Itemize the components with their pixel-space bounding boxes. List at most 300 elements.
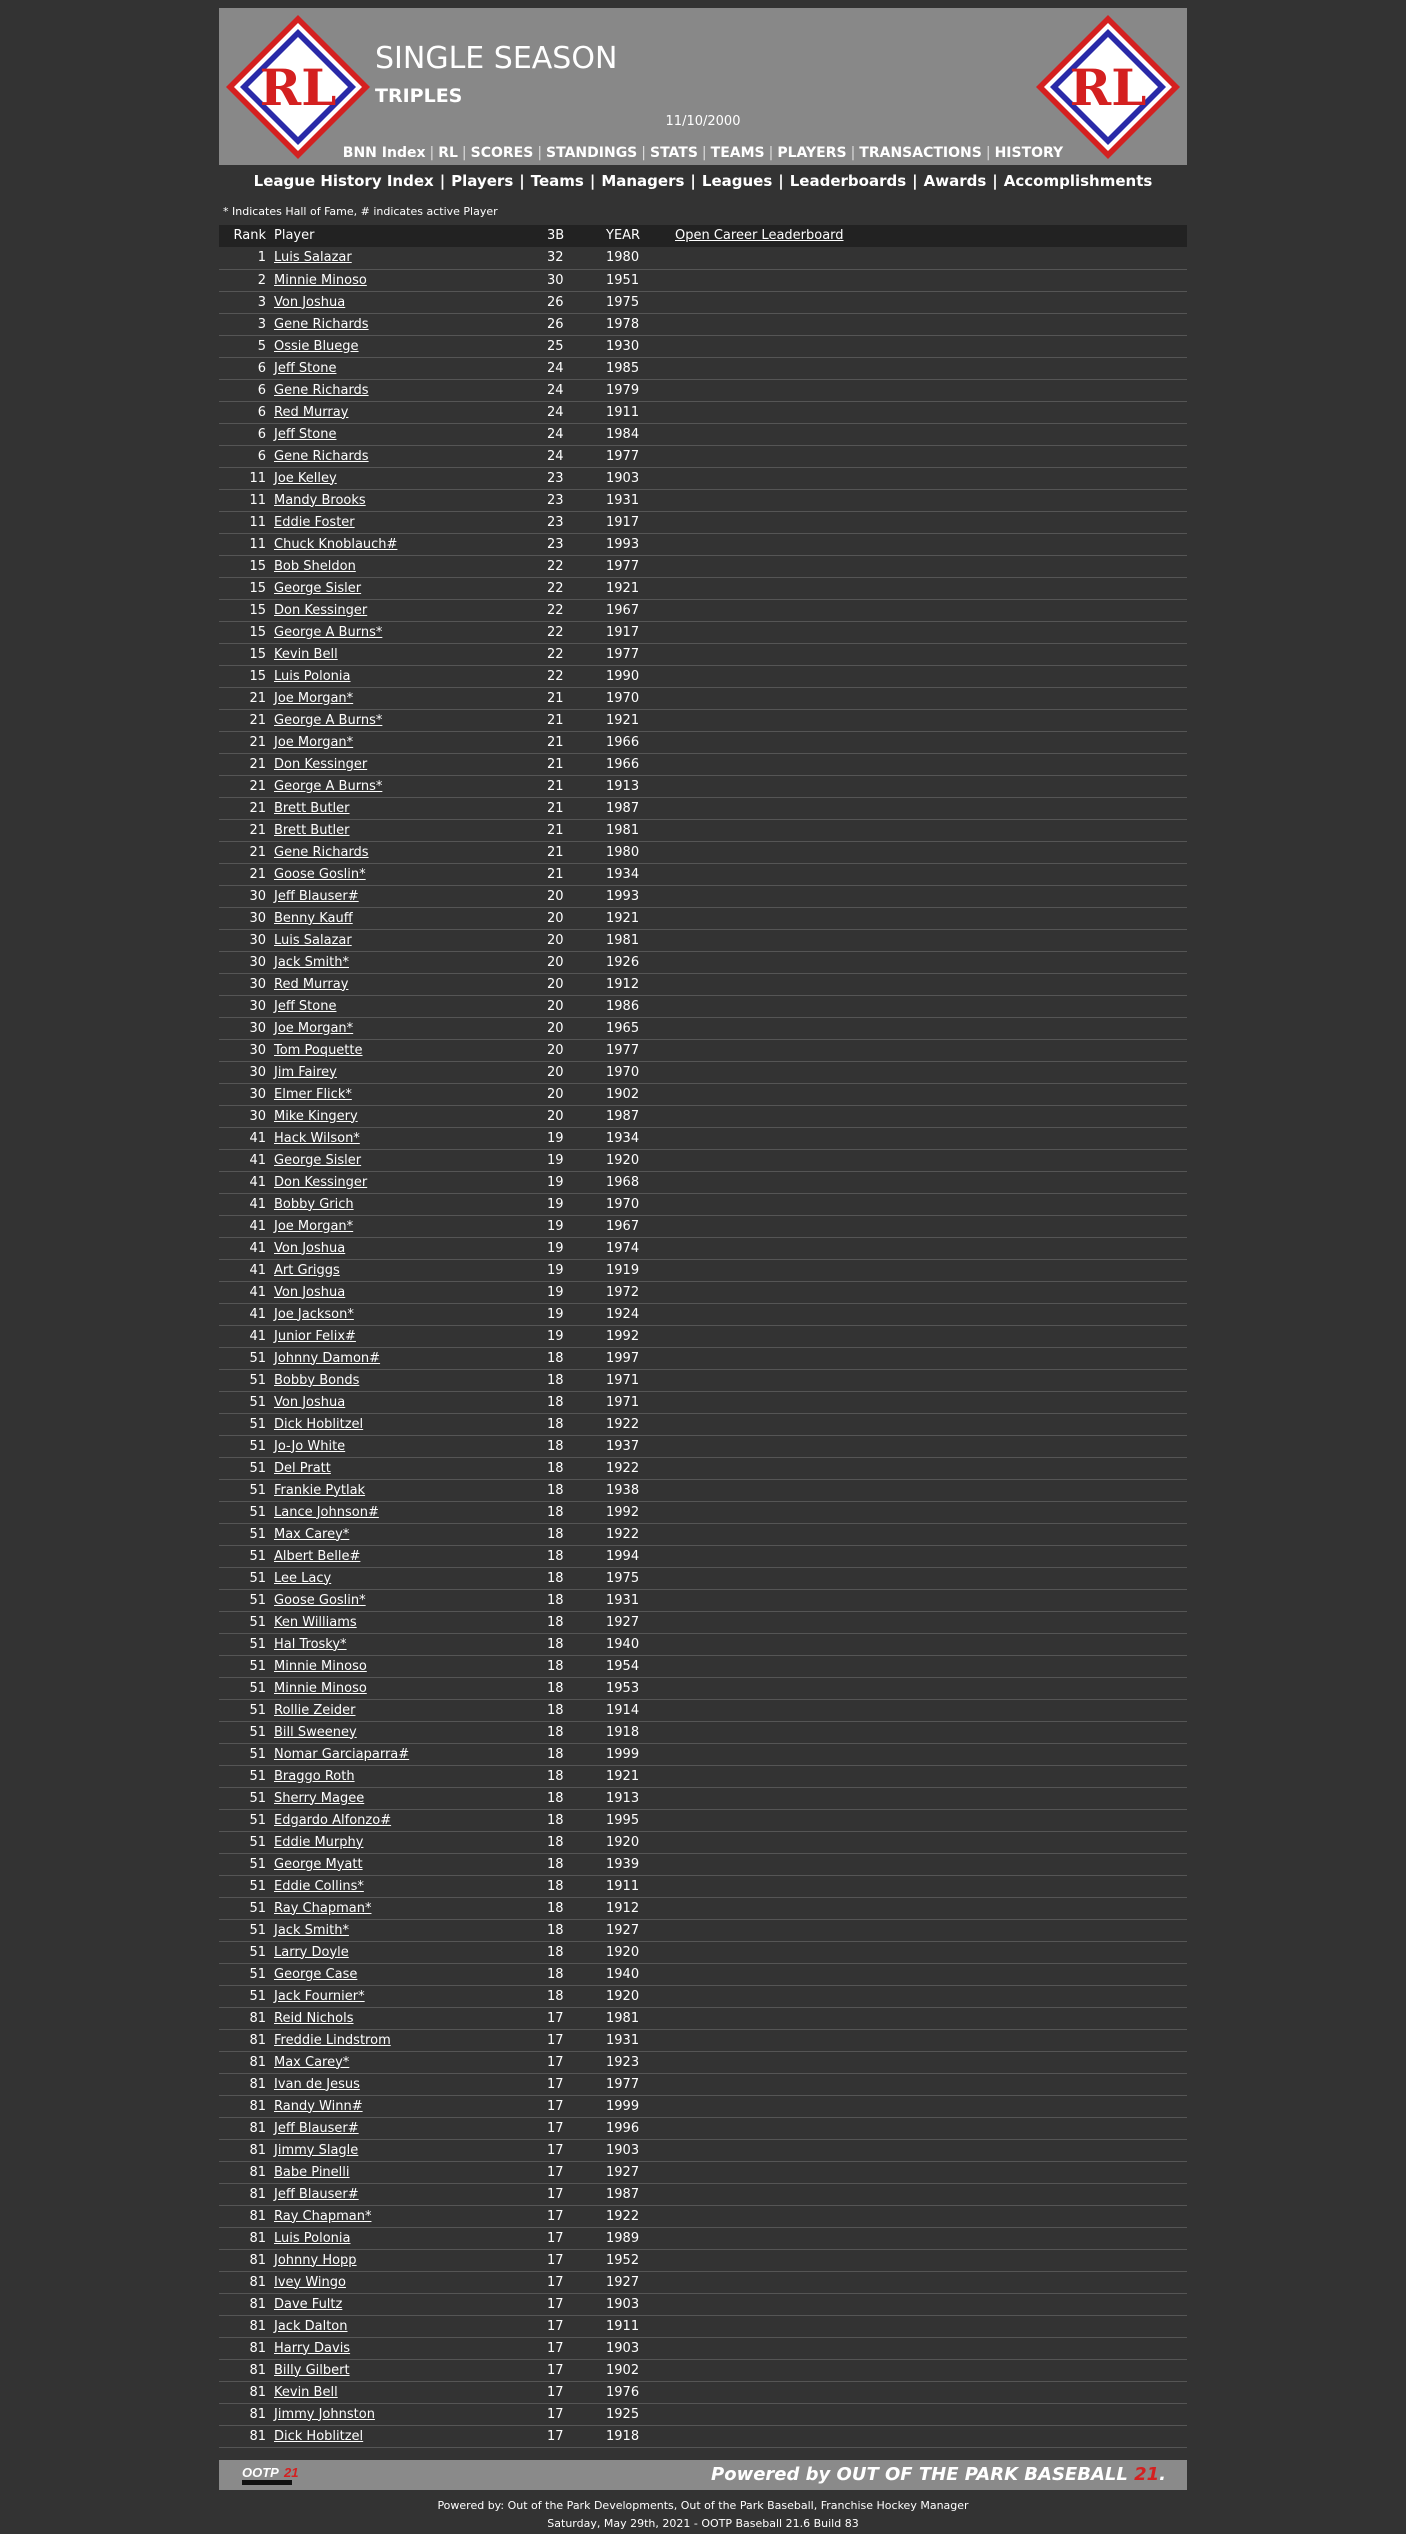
nav-separator: | <box>985 145 991 161</box>
player-link[interactable]: Eddie Murphy <box>274 1834 364 1850</box>
year-cell: 1927 <box>606 1614 640 1630</box>
player-link[interactable]: Hal Trosky* <box>274 1636 347 1652</box>
rank-cell: 81 <box>249 2186 266 2202</box>
year-cell: 1951 <box>606 272 640 288</box>
year-cell: 1924 <box>606 1306 640 1322</box>
triples-cell: 23 <box>547 492 564 508</box>
player-link[interactable]: Jack Dalton <box>274 2318 348 2334</box>
triples-cell: 17 <box>547 2362 564 2378</box>
player-link[interactable]: Von Joshua <box>274 1240 346 1256</box>
triples-cell: 20 <box>547 976 564 992</box>
player-link[interactable]: Luis Polonia <box>274 668 351 684</box>
build-text: Saturday, May 29th, 2021 - OOTP Baseball 21.6 Build 83 <box>547 2516 859 2530</box>
year-cell: 1903 <box>606 2340 640 2356</box>
spacer-cell <box>675 621 1187 643</box>
player-link[interactable]: Joe Jackson* <box>274 1306 354 1322</box>
powered-banner[interactable]: Powered by OUT OF THE PARK BASEBALL 21. <box>711 2463 1166 2485</box>
player-link[interactable]: Joe Morgan* <box>274 690 354 706</box>
player-link[interactable]: Ivey Wingo <box>274 2274 346 2290</box>
player-cell <box>274 643 545 665</box>
player-cell <box>274 1281 545 1303</box>
spacer-cell <box>675 2139 1187 2161</box>
nav-link-stats[interactable]: STATS <box>649 145 698 161</box>
footer-text <box>219 2497 1187 2533</box>
player-link[interactable]: Gene Richards <box>274 382 369 398</box>
year-cell: 1974 <box>606 1240 640 1256</box>
player-cell <box>274 489 545 511</box>
player-link[interactable]: Mandy Brooks <box>274 492 366 508</box>
triples-cell: 18 <box>547 1702 564 1718</box>
year-cell: 1981 <box>606 932 640 948</box>
table-row <box>219 2183 1187 2205</box>
player-link[interactable]: Babe Pinelli <box>274 2164 350 2180</box>
spacer-cell <box>675 1369 1187 1391</box>
player-link[interactable]: Bill Sweeney <box>274 1724 357 1740</box>
spacer-cell <box>675 577 1187 599</box>
player-link[interactable]: Dick Hoblitzel <box>274 2428 364 2444</box>
player-cell <box>274 1083 545 1105</box>
player-link[interactable]: Brett Butler <box>274 822 350 838</box>
table-row <box>219 1963 1187 1985</box>
spacer-cell <box>675 1941 1187 1963</box>
player-link[interactable]: Minnie Minoso <box>274 272 367 288</box>
player-link[interactable]: Red Murray <box>274 976 349 992</box>
table-row <box>219 1655 1187 1677</box>
year-cell: 1921 <box>606 580 640 596</box>
rank-cell: 21 <box>249 690 266 706</box>
player-link[interactable]: Jeff Stone <box>274 360 337 376</box>
player-link[interactable]: Bobby Grich <box>274 1196 354 1212</box>
player-cell <box>274 313 545 335</box>
spacer-cell <box>675 951 1187 973</box>
spacer-cell <box>675 2271 1187 2293</box>
year-cell: 1912 <box>606 1900 640 1916</box>
player-link[interactable]: Von Joshua <box>274 294 346 310</box>
table-row <box>219 819 1187 841</box>
rank-cell: 51 <box>249 1614 266 1630</box>
subnav-link-managers[interactable]: Managers <box>601 172 685 190</box>
triples-cell: 23 <box>547 470 564 486</box>
spacer-cell <box>675 1215 1187 1237</box>
nav-link-scores[interactable]: SCORES <box>470 145 534 161</box>
player-link[interactable]: George A Burns* <box>274 712 383 728</box>
table-row <box>219 665 1187 687</box>
spacer-cell <box>675 1699 1187 1721</box>
year-cell: 1993 <box>606 536 640 552</box>
spacer-cell <box>675 1633 1187 1655</box>
nav-link-transactions[interactable]: TRANSACTIONS <box>859 145 982 161</box>
rank-cell: 41 <box>249 1328 266 1344</box>
player-link[interactable]: Braggo Roth <box>274 1768 355 1784</box>
player-link[interactable]: Bob Sheldon <box>274 558 356 574</box>
player-link[interactable]: Hack Wilson* <box>274 1130 360 1146</box>
nav-link-history[interactable]: HISTORY <box>994 145 1064 161</box>
triples-cell: 18 <box>547 1768 564 1784</box>
player-link[interactable]: Jack Smith* <box>274 1922 349 1938</box>
player-cell <box>274 445 545 467</box>
subnav-separator: | <box>778 172 784 190</box>
player-link[interactable]: Joe Kelley <box>274 470 337 486</box>
subnav-link-leagues[interactable]: Leagues <box>701 172 773 190</box>
player-link[interactable]: Randy Winn# <box>274 2098 363 2114</box>
nav-link-bnn-index[interactable]: BNN Index <box>342 145 426 161</box>
nav-link-players[interactable]: PLAYERS <box>777 145 847 161</box>
nav-link-rl[interactable]: RL <box>438 145 458 161</box>
logo-left-text: RL <box>259 58 337 117</box>
year-cell: 1920 <box>606 1944 640 1960</box>
year-cell: 1902 <box>606 1086 640 1102</box>
player-link[interactable]: Ray Chapman* <box>274 1900 372 1916</box>
player-link[interactable]: Art Griggs <box>274 1262 340 1278</box>
triples-cell: 17 <box>547 2186 564 2202</box>
player-link[interactable]: Mike Kingery <box>274 1108 358 1124</box>
player-cell <box>274 819 545 841</box>
year-cell: 1925 <box>606 2406 640 2422</box>
player-link[interactable]: Billy Gilbert <box>274 2362 350 2378</box>
table-row <box>219 599 1187 621</box>
table-row <box>219 2095 1187 2117</box>
player-cell <box>274 2227 545 2249</box>
player-link[interactable]: Don Kessinger <box>274 756 368 772</box>
spacer-cell <box>675 1545 1187 1567</box>
spacer-cell <box>675 2117 1187 2139</box>
subnav-link-awards[interactable]: Awards <box>923 172 987 190</box>
player-link[interactable]: Max Carey* <box>274 2054 350 2070</box>
rank-cell: 41 <box>249 1174 266 1190</box>
player-cell <box>274 2249 545 2271</box>
player-link[interactable]: Bobby Bonds <box>274 1372 360 1388</box>
rank-cell: 21 <box>249 844 266 860</box>
player-link[interactable]: George Sisler <box>274 580 362 596</box>
nav-separator: | <box>641 145 646 161</box>
table-row <box>219 291 1187 313</box>
player-link[interactable]: Dick Hoblitzel <box>274 1416 364 1432</box>
table-row <box>219 1413 1187 1435</box>
spacer-cell <box>675 1567 1187 1589</box>
player-link[interactable]: Luis Salazar <box>274 932 352 948</box>
rank-cell: 51 <box>249 1812 266 1828</box>
table-row <box>219 467 1187 489</box>
triples-cell: 21 <box>547 778 564 794</box>
spacer-cell <box>675 1303 1187 1325</box>
year-cell: 1984 <box>606 426 640 442</box>
spacer-cell <box>675 797 1187 819</box>
player-link[interactable]: Jimmy Johnston <box>274 2406 375 2422</box>
year-cell: 1913 <box>606 778 640 794</box>
table-row <box>219 2359 1187 2381</box>
player-link[interactable]: Chuck Knoblauch# <box>274 536 398 552</box>
year-cell: 1940 <box>606 1966 640 1982</box>
player-cell <box>274 1039 545 1061</box>
triples-cell: 18 <box>547 1966 564 1982</box>
rank-cell: 41 <box>249 1130 266 1146</box>
table-row <box>219 995 1187 1017</box>
player-link[interactable]: Von Joshua <box>274 1284 346 1300</box>
player-link[interactable]: Johnny Hopp <box>274 2252 357 2268</box>
player-link[interactable]: Rollie Zeider <box>274 1702 356 1718</box>
year-cell: 1940 <box>606 1636 640 1652</box>
player-link[interactable]: Max Carey* <box>274 1526 350 1542</box>
player-link[interactable]: Eddie Collins* <box>274 1878 364 1894</box>
rank-cell: 81 <box>249 2054 266 2070</box>
rank-cell: 51 <box>249 1482 266 1498</box>
rank-cell: 51 <box>249 1944 266 1960</box>
player-cell <box>274 1413 545 1435</box>
ootp-logo-num: 21 <box>284 2464 299 2480</box>
triples-cell: 18 <box>547 1438 564 1454</box>
table-row <box>219 1457 1187 1479</box>
player-link[interactable]: George Myatt <box>274 1856 363 1872</box>
year-cell: 1975 <box>606 294 640 310</box>
player-link[interactable]: Minnie Minoso <box>274 1658 367 1674</box>
rank-cell: 41 <box>249 1284 266 1300</box>
player-link[interactable]: Benny Kauff <box>274 910 353 926</box>
year-cell: 1902 <box>606 2362 640 2378</box>
player-link[interactable]: Luis Salazar <box>274 250 352 266</box>
subnav-link-players[interactable]: Players <box>451 172 514 190</box>
player-cell <box>274 2007 545 2029</box>
player-link[interactable]: Freddie Lindstrom <box>274 2032 391 2048</box>
table-row <box>219 1127 1187 1149</box>
triples-cell: 21 <box>547 844 564 860</box>
year-cell: 1927 <box>606 1922 640 1938</box>
player-link[interactable]: Larry Doyle <box>274 1944 349 1960</box>
spacer-cell <box>675 489 1187 511</box>
player-link[interactable]: Gene Richards <box>274 844 369 860</box>
player-cell <box>274 247 545 269</box>
spacer-cell <box>675 841 1187 863</box>
player-link[interactable]: Tom Poquette <box>274 1042 363 1058</box>
player-link[interactable]: Lee Lacy <box>274 1570 332 1586</box>
rank-cell: 81 <box>249 2384 266 2400</box>
triples-cell: 18 <box>547 1856 564 1872</box>
player-cell <box>274 1589 545 1611</box>
player-cell <box>274 1875 545 1897</box>
spacer-cell <box>675 599 1187 621</box>
triples-cell: 17 <box>547 2032 564 2048</box>
player-link[interactable]: Jimmy Slagle <box>274 2142 359 2158</box>
player-cell <box>274 907 545 929</box>
triples-cell: 20 <box>547 1086 564 1102</box>
spacer-cell <box>675 1963 1187 1985</box>
player-link[interactable]: Reid Nichols <box>274 2010 354 2026</box>
player-link[interactable]: Goose Goslin* <box>274 866 366 882</box>
player-link[interactable]: Jeff Stone <box>274 426 337 442</box>
table-row <box>219 1215 1187 1237</box>
year-cell: 1927 <box>606 2164 640 2180</box>
player-link[interactable]: Albert Belle# <box>274 1548 361 1564</box>
player-link[interactable]: Harry Davis <box>274 2340 351 2356</box>
year-cell: 1970 <box>606 1196 640 1212</box>
player-link[interactable]: Luis Polonia <box>274 2230 351 2246</box>
player-link[interactable]: Goose Goslin* <box>274 1592 366 1608</box>
player-link[interactable]: Jim Fairey <box>274 1064 337 1080</box>
player-link[interactable]: Jack Fournier* <box>274 1988 365 2004</box>
table-row <box>219 753 1187 775</box>
rank-cell: 51 <box>249 1856 266 1872</box>
triples-cell: 21 <box>547 712 564 728</box>
table-row <box>219 643 1187 665</box>
player-link[interactable]: George A Burns* <box>274 778 383 794</box>
rank-cell: 51 <box>249 1966 266 1982</box>
player-link[interactable]: Ray Chapman* <box>274 2208 372 2224</box>
triples-cell: 24 <box>547 404 564 420</box>
player-cell <box>274 1655 545 1677</box>
player-link[interactable]: Red Murray <box>274 404 349 420</box>
table-row <box>219 929 1187 951</box>
year-cell: 1939 <box>606 1856 640 1872</box>
spacer-cell <box>675 1105 1187 1127</box>
table-row <box>219 1017 1187 1039</box>
table-row <box>219 775 1187 797</box>
rank-cell: 81 <box>249 2362 266 2378</box>
rank-cell: 51 <box>249 1394 266 1410</box>
spacer-cell <box>675 555 1187 577</box>
player-link[interactable]: Ossie Bluege <box>274 338 359 354</box>
spacer-cell <box>675 885 1187 907</box>
rank-cell: 51 <box>249 1900 266 1916</box>
table-row <box>219 2029 1187 2051</box>
league-logo-right[interactable] <box>1034 13 1182 161</box>
rank-cell: 51 <box>249 1350 266 1366</box>
spacer-cell <box>675 313 1187 335</box>
player-link[interactable]: Lance Johnson# <box>274 1504 379 1520</box>
spacer-cell <box>675 291 1187 313</box>
player-link[interactable]: Frankie Pytlak <box>274 1482 366 1498</box>
player-link[interactable]: Eddie Foster <box>274 514 355 530</box>
subnav-link-league-history-index[interactable]: League History Index <box>253 172 434 190</box>
player-link[interactable]: George A Burns* <box>274 624 383 640</box>
rank-cell: 21 <box>249 756 266 772</box>
year-cell: 1972 <box>606 1284 640 1300</box>
player-link[interactable]: Don Kessinger <box>274 602 368 618</box>
page-container <box>219 8 1187 2533</box>
triples-cell: 18 <box>547 1372 564 1388</box>
year-cell: 1980 <box>606 844 640 860</box>
rank-cell: 21 <box>249 734 266 750</box>
year-cell: 1987 <box>606 800 640 816</box>
player-link[interactable]: Joe Morgan* <box>274 734 354 750</box>
triples-cell: 18 <box>547 1878 564 1894</box>
player-link[interactable]: Ken Williams <box>274 1614 357 1630</box>
player-link[interactable]: Jack Smith* <box>274 954 349 970</box>
table-row <box>219 489 1187 511</box>
player-link[interactable]: Gene Richards <box>274 316 369 332</box>
player-link[interactable]: Edgardo Alfonzo# <box>274 1812 392 1828</box>
triples-cell: 17 <box>547 2296 564 2312</box>
player-link[interactable]: Johnny Damon# <box>274 1350 381 1366</box>
rank-cell: 51 <box>249 1636 266 1652</box>
table-row <box>219 2051 1187 2073</box>
spacer-cell <box>675 643 1187 665</box>
triples-cell: 18 <box>547 1394 564 1410</box>
year-cell: 1922 <box>606 2208 640 2224</box>
nav-link-standings[interactable]: STANDINGS <box>546 145 638 161</box>
player-link[interactable]: Joe Morgan* <box>274 1218 354 1234</box>
top-nav <box>219 145 1187 162</box>
player-link[interactable]: Jeff Stone <box>274 998 337 1014</box>
player-cell <box>274 1259 545 1281</box>
nav-link-teams[interactable]: TEAMS <box>710 145 765 161</box>
player-link[interactable]: Jo-Jo White <box>274 1438 346 1454</box>
history-subnav <box>219 168 1187 194</box>
player-link[interactable]: Joe Morgan* <box>274 1020 354 1036</box>
player-link[interactable]: Ivan de Jesus <box>274 2076 360 2092</box>
player-link[interactable]: Kevin Bell <box>274 646 338 662</box>
player-cell <box>274 1831 545 1853</box>
rank-cell: 11 <box>249 470 266 486</box>
player-link[interactable]: Gene Richards <box>274 448 369 464</box>
year-cell: 1980 <box>606 250 640 266</box>
player-link[interactable]: Nomar Garciaparra# <box>274 1746 410 1762</box>
player-link[interactable]: Jeff Blauser# <box>274 2120 359 2136</box>
player-cell <box>274 2315 545 2337</box>
league-logo-left[interactable] <box>224 13 372 161</box>
player-link[interactable]: Von Joshua <box>274 1394 346 1410</box>
player-link[interactable]: Junior Felix# <box>274 1328 356 1344</box>
player-cell <box>274 1567 545 1589</box>
year-cell: 1965 <box>606 1020 640 1036</box>
spacer-cell <box>675 2007 1187 2029</box>
table-row <box>219 2315 1187 2337</box>
player-link[interactable]: Del Pratt <box>274 1460 331 1476</box>
page-subtitle: TRIPLES <box>375 85 463 107</box>
year-cell: 1967 <box>606 602 640 618</box>
triples-cell: 19 <box>547 1328 564 1344</box>
player-cell <box>274 2095 545 2117</box>
table-row <box>219 973 1187 995</box>
table-row <box>219 1039 1187 1061</box>
player-link[interactable]: Brett Butler <box>274 800 350 816</box>
player-link[interactable]: Elmer Flick* <box>274 1086 352 1102</box>
player-link[interactable]: George Sisler <box>274 1152 362 1168</box>
table-row <box>219 269 1187 291</box>
player-link[interactable]: Jeff Blauser# <box>274 2186 359 2202</box>
rank-cell: 15 <box>249 646 266 662</box>
player-cell <box>274 2139 545 2161</box>
spacer-cell <box>675 1765 1187 1787</box>
subnav-link-teams[interactable]: Teams <box>530 172 584 190</box>
subnav-link-leaderboards[interactable]: Leaderboards <box>789 172 907 190</box>
player-cell <box>274 1457 545 1479</box>
header-player: Player <box>274 228 315 243</box>
player-link[interactable]: Don Kessinger <box>274 1174 368 1190</box>
player-link[interactable]: Jeff Blauser# <box>274 888 359 904</box>
table-body <box>219 247 1187 2447</box>
player-link[interactable]: Minnie Minoso <box>274 1680 367 1696</box>
year-cell: 1966 <box>606 734 640 750</box>
subnav-separator: | <box>589 172 596 190</box>
rank-cell: 6 <box>257 404 266 420</box>
rank-cell: 81 <box>249 2010 266 2026</box>
year-cell: 1993 <box>606 888 640 904</box>
player-link[interactable]: Dave Fultz <box>274 2296 343 2312</box>
subnav-link-accomplishments[interactable]: Accomplishments <box>1003 172 1153 190</box>
triples-cell: 22 <box>547 558 564 574</box>
player-link[interactable]: Kevin Bell <box>274 2384 338 2400</box>
spacer-cell <box>675 665 1187 687</box>
player-link[interactable]: Sherry Magee <box>274 1790 365 1806</box>
career-leaderboard-link[interactable]: Open Career Leaderboard <box>675 228 844 243</box>
rank-cell: 51 <box>249 1790 266 1806</box>
ootp-logo[interactable] <box>240 2463 322 2487</box>
triples-cell: 26 <box>547 316 564 332</box>
year-cell: 1990 <box>606 668 640 684</box>
table-row <box>219 2337 1187 2359</box>
player-link[interactable]: George Case <box>274 1966 358 1982</box>
player-cell <box>274 1017 545 1039</box>
table-row <box>219 1699 1187 1721</box>
